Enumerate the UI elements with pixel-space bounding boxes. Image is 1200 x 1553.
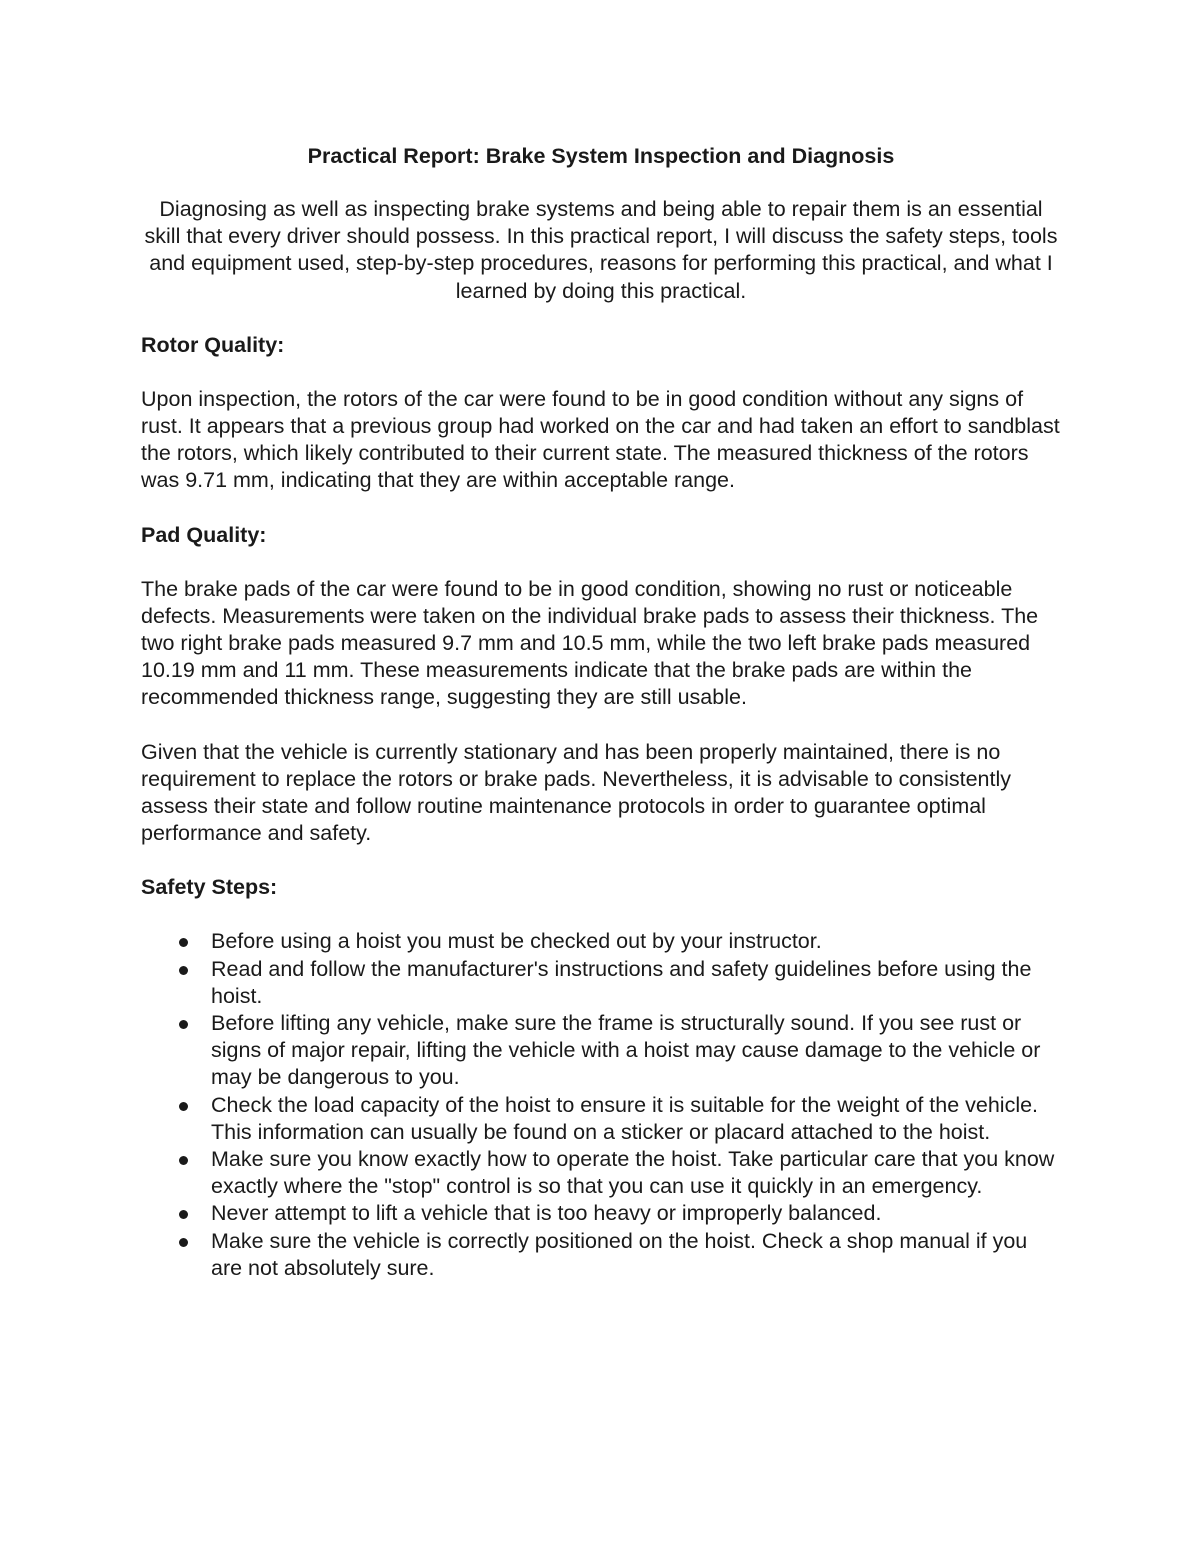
bullet-icon <box>179 1020 188 1029</box>
bullet-icon <box>179 1102 188 1111</box>
document-body <box>141 143 1061 1282</box>
list-item-text: Make sure you know exactly how to operate the hoist. Take particular care that you know exactly where the "stop" control is so that you can use it quickly in an emergency. <box>211 1147 1055 1199</box>
bullet-icon <box>179 938 188 947</box>
list-item <box>141 1092 1061 1146</box>
bullet-icon <box>179 1210 188 1219</box>
list-item-text: Never attempt to lift a vehicle that is too heavy or improperly balanced. <box>211 1201 882 1226</box>
maintenance-paragraph: Given that the vehicle is currently stationary and has been properly maintained, there is no requirement to replace the rotors or brake pads. Nevertheless, it is advisable to consistently assess their state and follow routine maintenance protocols in order to guarantee optimal performance and safety. <box>141 739 1011 846</box>
rotor-quality-paragraph: Upon inspection, the rotors of the car were found to be in good condition without any signs of rust. It appears that a previous group had worked on the car and had taken an effort to sandblast the rotors, which likely contributed to their current state. The measured thickness of the rotors was 9.71 mm, indicating that they are within acceptable range. <box>141 386 1060 493</box>
intro-paragraph: Diagnosing as well as inspecting brake systems and being able to repair them is an essential skill that every driver should possess. In this practical report, I will discuss the safety steps, tools and equipment used, step-by-step procedures, reasons for performing this practical, and what I learned by doing this practical. <box>144 197 1058 303</box>
list-item-text: Before lifting any vehicle, make sure the frame is structurally sound. If you see rust or signs of major repair, lifting the vehicle with a hoist may cause damage to the vehicle or may be dangerous to you. <box>211 1011 1041 1090</box>
pad-quality-heading: Pad Quality: <box>141 522 267 547</box>
list-item <box>141 1200 1061 1227</box>
list-item-text: Before using a hoist you must be checked out by your instructor. <box>211 929 822 954</box>
list-item-text: Make sure the vehicle is correctly positioned on the hoist. Check a shop manual if you are not absolutely sure. <box>211 1228 1028 1280</box>
page-title: Practical Report: Brake System Inspection and Diagnosis <box>307 144 895 168</box>
bullet-icon <box>179 1156 188 1165</box>
safety-steps-heading: Safety Steps: <box>141 875 278 900</box>
list-item <box>141 956 1061 1010</box>
bullet-icon <box>179 966 188 975</box>
rotor-quality-heading: Rotor Quality: <box>141 332 285 357</box>
list-item <box>141 928 1061 955</box>
pad-quality-paragraph: The brake pads of the car were found to be in good condition, showing no rust or noticeable defects. Measurements were taken on the individual brake pads to assess their thickness. The two right brake pads measured 9.7 mm and 10.5 mm, while the two left brake pads measured 10.19 mm and 11 mm. These measurements indicate that the brake pads are within the recommended thickness range, suggesting they are still usable. <box>141 576 1039 710</box>
list-item <box>141 1146 1061 1200</box>
safety-steps-list <box>141 928 1061 1282</box>
list-item-text: Check the load capacity of the hoist to ensure it is suitable for the weight of the vehicle. This information can usually be found on a sticker or placard attached to the hoist. <box>211 1092 1039 1144</box>
list-item <box>141 1228 1061 1282</box>
bullet-icon <box>179 1238 188 1247</box>
list-item-text: Read and follow the manufacturer's instructions and safety guidelines before using the hoist. <box>211 956 1032 1008</box>
list-item <box>141 1010 1061 1092</box>
